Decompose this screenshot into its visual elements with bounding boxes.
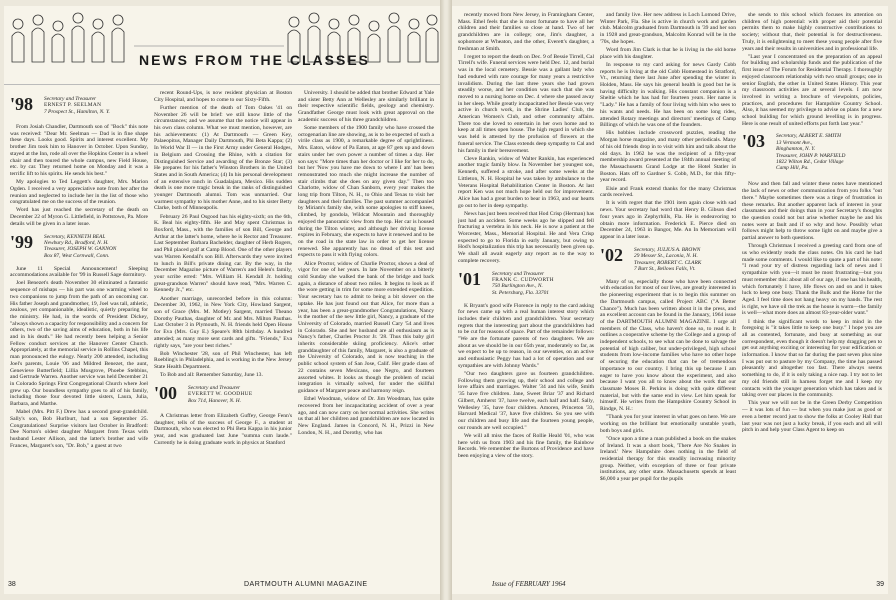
paragraph: recently moved from New Jersey, in Framingham Center, Mass. Ethel feels that she is most fortunate to have all her children and their families so close at hand. Two of her grandchildren are in college; one, Jim's daughter, a sophomore at Wheaton, and the other, Everett's daughter, a freshman at Smith. xyxy=(458,12,594,52)
paragraph: We will all miss the faces of Rollie Heald '01, who was here with us from 1903 and his fine family, the Rainbow Records. We remember the Burtons of Providence and have been enjoying a view of the story. xyxy=(458,432,594,459)
book-gutter xyxy=(440,0,452,600)
section-banner xyxy=(4,6,440,85)
crowd-illustration xyxy=(4,6,440,84)
paragraph: In response to my card asking for news Gardy Cobb reports he is living at the old Cobb Homestead in Stratford, Vt., returning there last June after spending the winter in Holden, Mass. He says his general health is good but he is having difficulty in walking. His constant companion is a Sheltie which he has had for fourteen years. Her name is "Lady." He has a family of four living with him who sees to his wants and needs. He has been on some long rides, attended Rotary meetings and directors' meetings of Camp Billings of which he was one of the founders. xyxy=(600,61,736,129)
paragraph: Some members of the 1900 family who have crossed the octogenarian line are showing, as is to be expected of such a virile class as 1900, a remarkable degree of sprightliness. Mrs. Eaton, widow of Pa Eaton, at age 87 gets up and down stairs under her own power a number of times a day. Her son says: "More times than her doctor or I like for her to do, but her 'Now you have me down to where I am' has been remonstrated too much she might increase the number of stair climbs that she does on any given day." Then too Charlotte, widow of Chan Sanborn, every year makes the long trip from Tilton, N. H., to Ohio and Texas to visit her daughters and their families. The past summer accompanied by Miriam's family she, with some apologies to stiff knees, climbed, by gondola, Wildcat Mountain and thoroughly enjoyed the panoramic view from the top. Her car is housed during the Tilton winter, and although her driving license expires in February, she expects to have it renewed and to be on the road in the state law in order to get her license renewed. She apparently has no dread of this test and expects to pass it with flying colors. xyxy=(298,125,434,259)
paragraph: February 26 Paul Osgood has his eighty-sixth; on the 6th, K. Beal his eighty-fifth. He and May spent Christmas in Boxford, Mass., with the families of son Bill, George and Arthur at the latter's home, where he is Rector and Treasurer. Last September Barbara Bachelder, daughter of Herb Rogers, and Phil placed golf at Camp Blood. One of the other players was Warren Kendall's son Bill. Afterwards they were invited to lunch in Bill's private dining car. By the way, in the December Magazine picture of Warren's and Helen's family, your scribe erred: "Mrs. William H. Kendall Jr. holding great-grandson Warren" should have read, "Mrs. Warren C. Kennedy Jr.," etc. xyxy=(154,213,292,294)
secretary-address: 7 Prospect St., Hamilton, N. Y. xyxy=(44,108,110,115)
paragraph: It is with regret that the 1901 item again close with sad news. Your secretary had word that Henry B. Gibson died four years ago in Zephyrhills, Fla. He is endeavoring to obtain more information. Frederick E. Pierce died on December 24, 1963 in Bangor, Me. An In Memoriam will appear in a later issue. xyxy=(600,200,736,240)
issue-date: Issue of FEBRUARY 1964 xyxy=(492,580,566,588)
paragraph: Ethel Woodman, widow of Dr. Jim Woodman, has quite recovered from her incapacitating accident of over a year ago, and can now carry on her normal activities. She writes us that all her children and grandchildren are now located in New England. James in Concord, N. H., Prizzi in New London, N. H., and Dorothy, who has xyxy=(298,396,434,436)
paragraph: I regret to report the death on Dec. 9 of Bessie Tirrell, Cal Tirrell's wife. Funeral services were held Dec. 12, and burial was in the local cemetery. Bessie was a gallant lady who had endured with rare courage for many years a restrictive invalidism. During the last three years she had grown steadily worse, and her condition was such that she was moved to a nursing home on Dec. 4 where she passed away in her sleep. While greatly incapacitated her Bessie was very active in church work, in the Shrine Ladies' Club, the American Women's Club, and other community affairs. There too she loved to entertain in her own home and to keep at all times open house. The high regard in which she was held is attested by the profusion of flowers at the funeral service. The Class extends deep sympathy to Cal and his family in their bereavement. xyxy=(458,53,594,154)
class-year: '03 xyxy=(742,131,766,152)
paragraph: From Josiah Chandler, Dartmouth son of "Bock" this note was received: "Dear Mr. Seelman — Dad is in fine shape these days. Looks good. Spirits and interest excellent. My brother Jim took him to Hanover in October. Upon Sunday, stayed at the Inn, rode all over the Hopkins Center in a wheel chair and then toured the whole campus, new Field House, etc. by car. They returned home on Monday and it was a terrific lift to his spirits. He sends his best." xyxy=(10,124,148,177)
paragraph: "Thank you for your interest in what goes on here. We are working on the brilliant but emotionally unstable youth, both boys and girls. xyxy=(600,414,736,434)
paragraph: To Bob and all: Remember Saturday, June 13. xyxy=(160,372,263,379)
class-year: '99 xyxy=(10,231,34,252)
paragraph: Further mention of the death of Tom Oakes '41 on November 26 will be brief: we still know little of the circumstances; and we assume that the notice will appear in his own class column. What we must mention, however, are his achievements: (1) At Dartmouth — Green Key, Palaeopitus, Manager Daily Dartmouth, Phi Beta Kappa; (2) In World War II — in the First Army under General Hodges, in Belgium and Crossing the Rhine, with a citation for Distinguished Service and awarding of the Bronze Star; (3) He prepares for his father's Winston Brothers in the United States and in South America; (4) In his personal development of an extensive ranch in Guadalajara, Mexico. His sudden death is one more tragic break in the ranks of distinguished younger Dartmouth alumni. Tom was unmarried. Our warmest sympathy to his mother Anne, and to his sister Betty Clarke, both of Minneapolis. xyxy=(154,104,292,212)
paragraph: Joel Benezet's death November 30 eliminated a fantastic sequence of mishaps — his part was one warming wheel to two companions to jump from the path of an oncoming car. His father Joseph and grandmother, 19, Joel was tall, athletic, zealous, yet companionable, idealistic, quietly preparing for the ministry. He had, in the words of President Dickey, "always shown a capacity for responsibility and a concern for others, two of the saving aims of education, both in his life and in his death." He had recently been helping a Senior Fellow conduct services at the Hanover Center Church. Appropriately, at the memorial service in Rollins Chapel, this man pronounced the eulogy. Nearly 200 attended, including Joel's parents, Louie '06 and Mildred Benezet, the aunt, Genevieve Butterfield; Lillia Musgrove, Phoebe Stebbins, and Gertrude Warren. Another service was held December 21 in Colorado Springs First Congregational Church where Joel grew up. Our boundless sympathy goes to all of his family, including those four devoted little sisters, Laura, Julia, Barbara, and Marthe. xyxy=(10,280,148,408)
secretary-title: Secretary and Treasurer xyxy=(44,96,97,102)
page-number: 38 xyxy=(8,581,16,588)
paragraph: Word from Jim Clark is that he is living in the old home place with his daughter. xyxy=(600,47,736,60)
paragraph: recent Round-Ups, is now resident physician at Boston City Hospital, and hopes to come to our Sixty-Fifth. xyxy=(154,90,292,103)
column-3 xyxy=(298,90,434,580)
section-title: NEWS FROM THE CLASSES xyxy=(139,52,371,68)
class-1902-header: '02 Secretary, JULIUS A. BROWN 29 Messer St., Laconia, N. H. Treasurer, ROBERT C. CLARK 7 Burt St., Bellows Falls, Vt. xyxy=(600,244,702,272)
publication-name: DARTMOUTH ALUMNI MAGAZINE xyxy=(244,581,368,588)
paragraph: June 11 Special Announcement! Sleeping accommodations available for '99 in Russell Sage dormitory. xyxy=(10,265,148,279)
right-page xyxy=(452,6,888,594)
paragraph: Alice Proctor, widow of Charlie Proctor, shows a deal of vigor for one of her years. In late November on a bitterly cold Sunday she walked the bank of the bridge and back again, a distance of about two miles. It begins to look as if the wore getting in trim for some more extended expedition. Your secretary has to admit to being a bit slower on the uptake. He has just found out that Alice, for more than a year, has been a great-grandmother Congratulations, Nancy is the mother of the new little girl, Nancy, a graduate of the University of Colorado, married Russell Cary '54 and lives in Colorado. She and her husband are all enthusiasm as is Nancy's father, Charles Proctor Jr. '28. Thus this baby girl inherits considerable skiing proficiency. Alice's other granddaughter of this family, Margaret, is also a graduate of the University of Colorado, and is now teaching in the public school system of San Jose, Calif. Her grade class of 22 contains seven Mexicans, one Negro, and fourteen assorted whites. It looks as though the problem of racial integration is virtually solved, for under the skillful guidance of Margaret peace and harmony reign. xyxy=(298,260,434,394)
paragraph: I think the significant words to keep in mind in the foregoing is "it takes little to keep one busy." I hope you are all as contented, fortunate, and busy at something as our correspondent, even though it doesn't help my dragging pen to get out anything exciting or interesting for your edification or information. I know that so far during the past seven plus nine I was put out to pasture by my Company, the time has passed pleasantly and altogether too fast. There always seems something to do, if it is only taking a nice nap. I try not to let my old friends still in harness forget me and I keep my contacts with the younger generation which has taken and is taking over our places in the community. xyxy=(742,318,882,399)
paragraph: and family live. Her new address is Loch Lomond Drive, Winter Park, Fla. She is active in church work and garden club. Malcolm graduated from Dartmouth in '39 and her son in 1928 and great-grandson, Malcolm Konrad will be in the '70s, she hopes. xyxy=(600,12,736,45)
class-1900-header: '00 Secretary and Treasurer EVERETT W. GOODHUE Box 714, Hanover, N. H. xyxy=(154,383,253,404)
column-4 xyxy=(458,12,594,582)
paragraph: Now and then fall and winter these notes have mentioned the lack of news or other communication from you folks "out there." Maybe sometimes there was a tinge of frustration in these remarks. But another apparent lack of interest in your classmates and their doings than in your Secretary's thoughts the question could not but arise whether maybe he and his notes were at fault and if so why and how. Possibly what follows might help to throw some light on and maybe give a partial answer to both questions. xyxy=(742,181,882,242)
paragraph: K Bryant's good wife Florence in reply to the card asking for news came up with a real human interest story which includes their children and grandchildren. Your secretary regrets that the interesting part about the grandchildren had to be cut for reasons of space. Part of the remainder follows: "We are the fortunate parents of two daughters. We are about as we should be in our 65th year, moderately so far, as we expect to be up to reason, in our seventies, on an active and enthusiastic Peggy has had a lot of operation and our sympathies are with Johnny Wards." xyxy=(458,302,594,369)
class-1898-header xyxy=(10,94,148,120)
paragraph: Elsie and Frank extend thanks for the many Christmas cards received. xyxy=(600,185,736,199)
class-year: '98 xyxy=(10,94,34,114)
column-2 xyxy=(154,90,292,580)
class-year: '01 xyxy=(458,268,482,289)
paragraph: "Our two daughters gave us fourteen grandchildren. Following them growing up, their school and college and love affairs and marriages. Walter '34 and his wife, Smith '35 have five children. Jane, Sweet Briar '37 and Richard Gilbert, Amherst '37, have twelve, each half and half. Sally, Wellesley '35, have four children. Amoren, Princeton '33, Harvard Medical '37, have five children. So you see with our children and busy life and the fourteen young people, our rounds are well occupied." xyxy=(458,371,594,431)
left-page xyxy=(4,6,440,594)
paragraph: "Last year I concentrated on the preparation of an appeal for building and scholarship funds and the publication of the first issue of The Forum for Residential Therapy. I thoroughly enjoyed classroom relationship with two small groups; one in senior English, the other in United States History. This year my classroom activities are at several levels. I am now involved in writing a brochure of viewpoints, policies, practices, and procedures for Hampshire Country School. Also, it has seemed my privilege to advise on plans for a new school building for which ground levelling is in progress. Here is one result of united efforts put forth last year." xyxy=(742,53,882,127)
paragraph: University. I should be added that brother Edward at Yale and sister Betty Ann at Wellesley are similarly brilliant in their respective scientific fields, geology and chemistry. Grandfather George must look with great approval on the academic success of his three grandchildren. xyxy=(298,90,434,123)
paragraph: His hobbies include crossword puzzles, reading the Morgan horse magazine, and many other periodicals. Many of his old friends drop in to visit with him and talk about the old days. In 1962 he was the recipient of a fifty-year membership award presented at the 184th annual meeting of the Massachusetts Grand Lodge at the Hotel Statler in Boston. Hats off to Gardner S. Cobb, M.D., for this fifty-year record. xyxy=(600,130,736,184)
paragraph: Another marriage, unrecorded before in this column: December 30, 1962, in New York City, Howland Sargent, son of Grace (Mrs. M. Motley) Sargent, married Theano Dorothy Pauthas, daughter of Mr. and Mrs. Milton Pauthas. Last October 3 in Plymouth, N. H. friends held Open House for Eva (Mrs. Guy E.) Speare's 88th birthday. A hundred attended; as many more sent cards and gifts. "Friends," Eva rightly says, "are your best riches." xyxy=(154,295,292,349)
class-1901-header: '01 Secretary and Treasurer FRANK C. CUDWORTH 750 Burlington Ave., N. St. Petersburg, Fla. 33701 xyxy=(458,268,554,296)
paragraph: My apologies to Ted Leggett's daughter, Mrs. Marion Ogden. I received a very appreciative note from her after the reunion and neglected to include her in the list of those who congratulated me on the success of the reunion. xyxy=(10,179,148,206)
paragraph: Mabel (Mrs. Pitt F.) Drew has a second great-grandchild. Sally's son, Bob Hurlburt, had a son September 25. Congratulations! Surprise visitors last October in Bradford: Dee Norton's oldest daughter Margaret from Texas with husband Lester Allison, and the latter's brother and wife Frances, Margaret's son, "Dr. Bob," a guest at two xyxy=(10,409,148,449)
paragraph: Through Christmas I received a greeting card from one of us who evidently reads the class notes. On his card he had made some comments. I would like to quote a part of his note: "I read your try of distress regarding lack of news and I sympathize with you—it must be most frustrating—but you must remember this: about all of our age, if one has his health, which fortunately I have, life flows on and on and it takes luck to keep one busy. Thank the Bulk and the Home for the Aged. I feel time does not hang heavy on my hands. The rest is right, we have oil the trek as the house is warm—the family is well—what more does an almost 83-year-older want." xyxy=(742,243,882,317)
paragraph: Bob Winchester '28, son of Phil Winchester, has left Roebling's in Philadelphia, and is working in the New Jersey State Health Department. xyxy=(154,350,292,371)
paragraph: Word has just reached the secretary of the death on December 22 of Myron G. Littlefield, in Pottstown, Pa. More details will be given in a later issue. xyxy=(10,207,148,227)
class-1903-header: '03 Secretary, ALBERT E. SMITH 13 Vermont Ave., Binghamton, N. Y. Treasurer, JOHN P. WARFIELD 1822 Wilton Rd., Cedar Village Camp Hill, Pa. xyxy=(742,131,846,172)
class-year: '02 xyxy=(600,244,624,265)
column-6 xyxy=(742,12,882,582)
paragraph: This year we will not be in the Green Derby Competition — it was lots of fun — but when you make just as good or even a better record just to show the folks at Cooley Hall that last year was not just a lucky break, if you each and all will pitch in and help your Class Agent to keep on xyxy=(742,400,882,434)
paragraph: she sends to this school which focuses its attention on children of high potential: with proper aid their potential permits them to make highly constructive contributions to society; without that, their potential is for destructiveness. Truly, it is enlightening to meet these young people after five years and their results in universities and in professional life. xyxy=(742,12,882,52)
column-1 xyxy=(10,90,148,580)
class-1899-header: '99 Secretary, KENNETH BEAL Newbury Rd., Bradford, N. H. Treasurer, JOSEPH W. GANNON Box 87, West Cornwall, Conn. xyxy=(10,231,117,259)
page-number: 39 xyxy=(876,581,884,588)
paragraph: News has just been received that Hod Crisp (Herman) has just had an accident. Some weeks ago he slipped and fell fracturing a vertebra in his neck. He is now a patient at the Worcester, Mass., Memorial Hospital. He and Vera Crisp expected to go to Florida in early January, but owing to Hod's hospitalization this trip has necessarily been given up. We shall all await eagerly any report as to the way to complete recovery. xyxy=(458,210,594,264)
paragraph: "Once upon a time a man published a book on the snakes of Ireland. It was a short book, 'There Are No Snakes in Ireland.' New Hampshire does nothing in the field of residential therapy for this steadily increasing minority group. Neither, with exception of three or four private institutions, any other state. Massachusetts spends at least $6,000 a year per pupil for the pupils xyxy=(600,435,736,483)
secretary-name: ERNEST P. SEELMAN xyxy=(44,102,102,109)
paragraph: Many of us, especially those who have been connected with education for most of our lives, are greatly interested in the pioneering experiment that is to begin this summer on the Dartmouth campus, called Project ABC ("A Better Chance"). Much has been written about it in the press, and an excellent account can be found in the January, 1964 issue of the DARTMOUTH ALUMNI MAGAZINE. I urge all members of the Class, who haven't done so, to read it. It outlines a cooperative scheme by the College and a group of independent schools, to see what can be done to salvage the potential of high caliber, but under-privileged, high school students from low-income families who have no other hope of securing the education that can be of tremendous importance to our country. I bring this up because I am eager to have you know about the experiment, and also because I want you all to know about the work that our classmate Moses B. Perkins is doing with quite different material, but with the same end in view. Let him speak for himself. He writes from the Hampshire Country School in Rindge, N. H.: xyxy=(600,278,736,413)
paragraph: A Christmas letter from Elizabeth Guffey, George Fenn's daughter, tells of the success of George F., a student at Dartmouth, who was elected to Phi Beta Kappa in his junior year, and was graduated last June "summa cum laude." Currently he is doing graduate work in physics at Stanford xyxy=(154,413,292,446)
column-5 xyxy=(600,12,736,582)
paragraph: Cleve Rankin, widow of Walter Rankin, has experienced another tragic family blow. In November her youngest son, Kenneth, suffered a stroke, and after some weeks at the Littleton, N. H. Hospital he was taken by ambulance to the Veterans Hospital Rehabilitation Center in Boston. At last report Ken was not much hope held out for improvement. Alice has had a great burden to bear in 1963, and our hearts go out to her in deep sympathy. xyxy=(458,155,594,209)
class-year: '00 xyxy=(154,383,178,404)
